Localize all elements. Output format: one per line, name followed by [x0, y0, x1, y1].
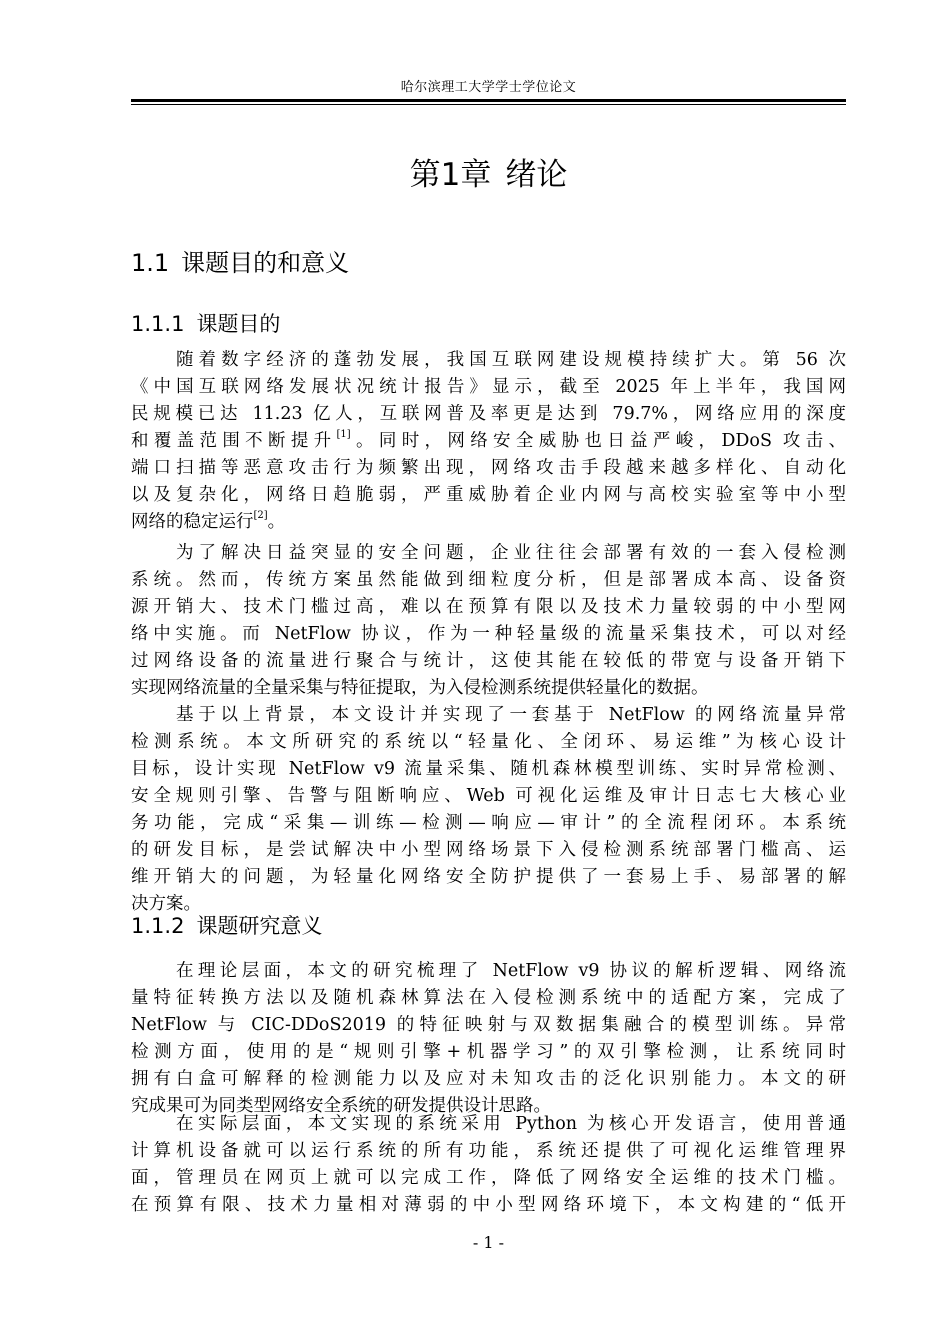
- paragraph-line: 检测方面，使用的是“规则引擎+机器学习”的双引擎检测，让系统同时: [131, 1042, 846, 1062]
- paragraph-line: 民规模已达 11.23 亿人，互联网普及率更是达到 79.7%，网络应用的深度: [131, 404, 846, 424]
- subsection-title: 课题目的: [196, 312, 281, 336]
- chapter-number: 第1章: [409, 157, 492, 193]
- paragraph-line: 拥有白盒可解释的检测能力以及应对未知攻击的泛化识别能力。本文的研: [131, 1069, 846, 1089]
- paragraph-line: 究成果可为同类型网络安全系统的研发提供设计思路。: [131, 1096, 551, 1116]
- paragraph-text: 网络的稳定运行: [131, 512, 254, 532]
- paragraph-line: 目标，设计实现 NetFlow v9 流量采集、随机森林模型训练、实时异常检测、: [131, 759, 846, 779]
- paragraph-line: 量特征转换方法以及随机森林算法在入侵检测系统中的适配方案，完成了: [131, 988, 846, 1008]
- paragraph-line: 随着数字经济的蓬勃发展，我国互联网建设规模持续扩大。第 56 次: [176, 350, 846, 370]
- subsection-heading-1: [131, 310, 280, 338]
- section-heading: [131, 247, 349, 279]
- paragraph-line: 实现网络流量的全量采集与特征提取，为入侵检测系统提供轻量化的数据。: [131, 678, 709, 698]
- page-number: - 1 -: [472, 1233, 505, 1252]
- paragraph-text: 。: [267, 512, 286, 532]
- paragraph-line: 检测系统。本文所研究的系统以“轻量化、全闭环、易运维”为核心设计: [131, 732, 846, 752]
- paragraph-line: 安全规则引擎、告警与阻断响应、Web 可视化运维及审计日志七大核心业: [131, 786, 846, 806]
- subsection-title: 课题研究意义: [196, 914, 323, 938]
- paragraph-line: 计算机设备就可以运行系统的所有功能，系统还提供了可视化运维管理界: [131, 1141, 846, 1161]
- paragraph-line: 络中实施。而 NetFlow 协议，作为一种轻量级的流量采集技术，可以对经: [131, 624, 846, 644]
- paragraph-line: 过网络设备的流量进行聚合与统计，这使其能在较低的带宽与设备开销下: [131, 651, 846, 671]
- subsection-number: 1.1.2: [131, 914, 185, 938]
- paragraph-line: 为了解决日益突显的安全问题，企业往往会部署有效的一套入侵检测: [176, 543, 846, 563]
- chapter-title: [131, 155, 846, 195]
- paragraph-line: 维开销大的问题，为轻量化网络安全防护提供了一套易上手、易部署的解: [131, 867, 846, 887]
- header-rule-thin: [131, 104, 846, 105]
- running-header: 哈尔滨理工大学学士学位论文: [400, 80, 577, 95]
- subsection-number: 1.1.1: [131, 312, 185, 336]
- citation-ref: [1]: [336, 429, 351, 441]
- section-title: 课题目的和意义: [181, 249, 350, 277]
- paragraph-line: 以及复杂化，网络日趋脆弱，严重威胁着企业内网与高校实验室等中小型: [131, 485, 846, 505]
- paragraph-line: 决方案。: [131, 894, 201, 914]
- paragraph-line: 在理论层面，本文的研究梳理了 NetFlow v9 协议的解析逻辑、网络流: [176, 961, 846, 981]
- paragraph-text: 和覆盖范围不断提升: [131, 431, 337, 451]
- paragraph-line: 在实际层面，本文实现的系统采用 Python 为核心开发语言，使用普通: [176, 1114, 846, 1134]
- paragraph-line: 的研发目标，是尝试解决中小型网络场景下入侵检测系统部署门槛高、运: [131, 840, 846, 860]
- section-number: 1.1: [131, 249, 170, 277]
- chapter-name: 绪论: [505, 157, 568, 193]
- paragraph-text: 。同时，网络安全威胁也日益严峻，DDoS 攻击、: [350, 431, 847, 451]
- paragraph-line: 系统。然而，传统方案虽然能做到细粒度分析，但是部署成本高、设备资: [131, 570, 846, 590]
- paragraph-line: 端口扫描等恶意攻击行为频繁出现，网络攻击手段越来越多样化、自动化: [131, 458, 846, 478]
- paragraph-line: 基于以上背景，本文设计并实现了一套基于 NetFlow 的网络流量异常: [176, 705, 846, 725]
- paragraph-line: NetFlow 与 CIC-DDoS2019 的特征映射与双数据集融合的模型训练。异常: [131, 1015, 846, 1035]
- citation-ref: [2]: [253, 510, 268, 522]
- paragraph-line: [131, 509, 846, 536]
- paragraph-line: 在预算有限、技术力量相对薄弱的中小型网络环境下，本文构建的“低开: [131, 1195, 846, 1215]
- paragraph-line: [131, 428, 846, 455]
- paragraph-line: 务功能，完成“采集—训练—检测—响应—审计”的全流程闭环。本系统: [131, 813, 846, 833]
- header-rule-thick: [131, 99, 846, 102]
- paragraph-line: 源开销大、技术门槛过高，难以在预算有限以及技术力量较弱的中小型网: [131, 597, 846, 617]
- paragraph-line: 《中国互联网络发展状况统计报告》显示，截至 2025 年上半年，我国网: [131, 377, 846, 397]
- subsection-heading-2: [131, 912, 322, 940]
- paragraph-line: 面，管理员在网页上就可以完成工作，降低了网络安全运维的技术门槛。: [131, 1168, 846, 1188]
